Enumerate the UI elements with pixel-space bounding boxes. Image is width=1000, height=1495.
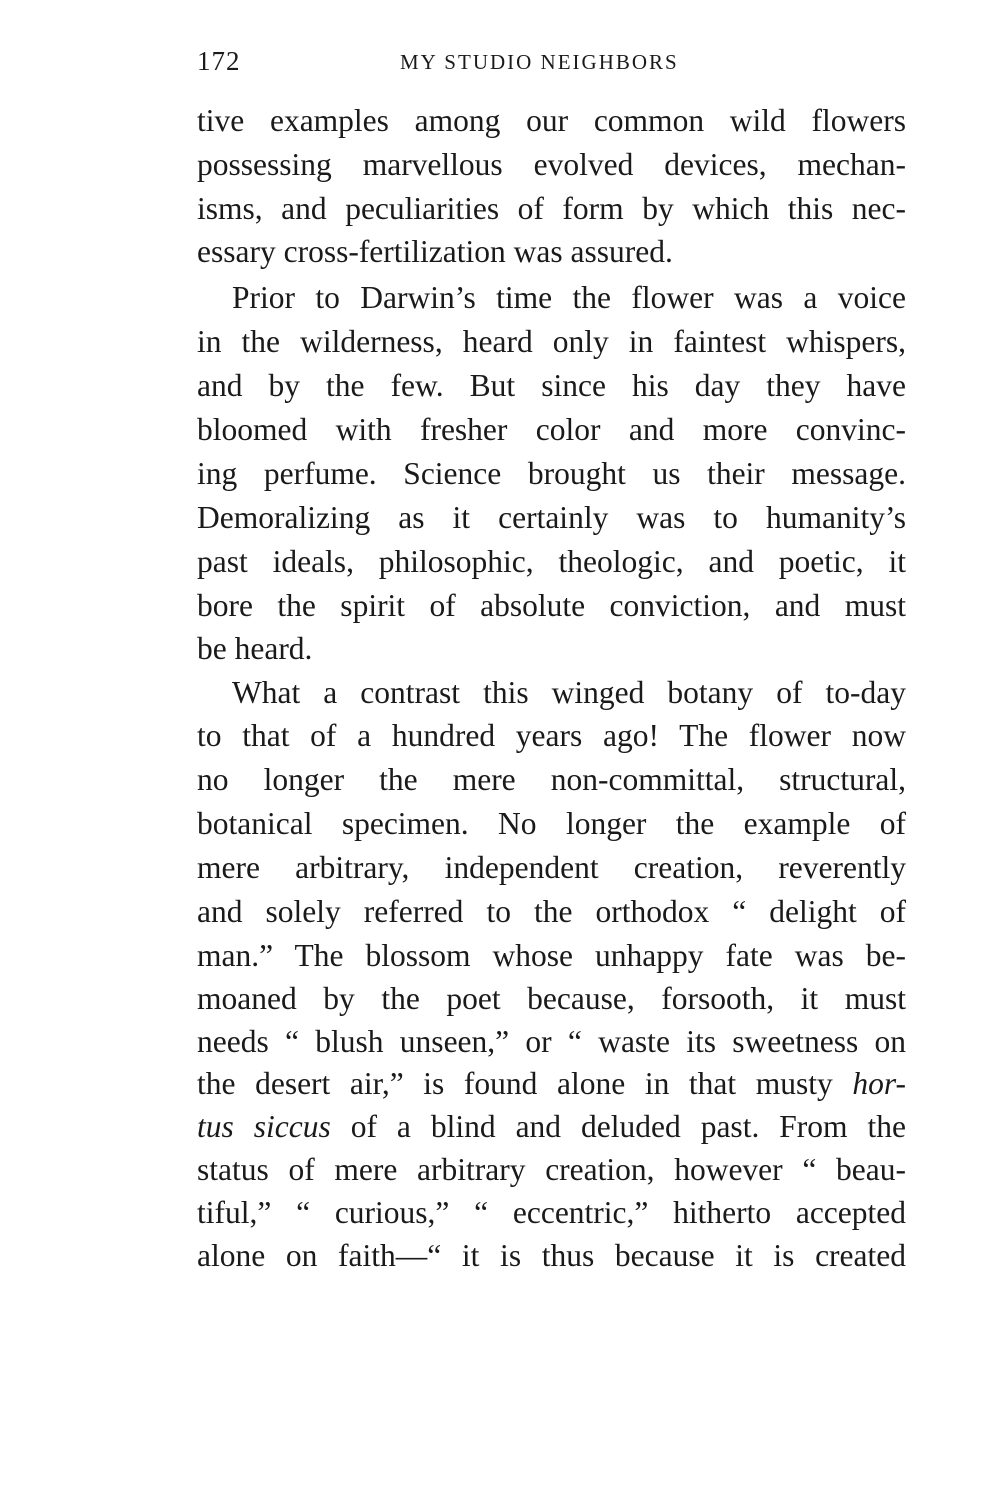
- text-line: [197, 1062, 906, 1106]
- italic-text: tus siccus: [197, 1109, 331, 1144]
- text-line: bloomed with fresher color and more convinc-: [197, 412, 906, 447]
- text-line: isms, and peculiarities of form by which this nec-: [197, 191, 906, 226]
- text-line: What a contrast this winged botany of to-day: [232, 675, 906, 710]
- text-line: bore the spirit of absolute conviction, and must: [197, 588, 906, 623]
- text-line: Demoralizing as it certainly was to humanity’s: [197, 500, 906, 535]
- running-title: MY STUDIO NEIGHBORS: [400, 50, 679, 74]
- text-line: essary cross-fertilization was assured.: [197, 234, 673, 269]
- text-line: needs “ blush unseen,” or “ waste its sweetness on: [197, 1024, 906, 1059]
- text-line: moaned by the poet because, forsooth, it must: [197, 981, 906, 1016]
- text-line: to that of a hundred years ago! The flower now: [197, 718, 906, 753]
- text-segment: the desert air,” is found alone in that musty: [197, 1066, 833, 1101]
- text-line: man.” The blossom whose unhappy fate was be-: [197, 938, 906, 973]
- text-line: tive examples among our common wild flowers: [197, 103, 906, 138]
- text-segment: of a blind and deluded past. From the: [350, 1109, 906, 1144]
- italic-text: hor-: [852, 1066, 907, 1101]
- page-number: 172: [197, 46, 241, 76]
- text-line: be heard.: [197, 631, 313, 666]
- text-line: and by the few. But since his day they have: [197, 368, 906, 403]
- text-line: ing perfume. Science brought us their message.: [197, 456, 906, 491]
- text-line: botanical specimen. No longer the example of: [197, 806, 906, 841]
- text-line: and solely referred to the orthodox “ delight of: [197, 894, 906, 929]
- text-line: [197, 1105, 906, 1149]
- text-line: no longer the mere non-committal, structural,: [197, 762, 906, 797]
- text-line: Prior to Darwin’s time the flower was a voice: [232, 280, 906, 315]
- text-line: status of mere arbitrary creation, however “ beau-: [197, 1152, 906, 1187]
- text-line: in the wilderness, heard only in faintest whispers,: [197, 324, 906, 359]
- text-line: possessing marvellous evolved devices, mechan-: [197, 147, 906, 182]
- text-line: past ideals, philosophic, theologic, and poetic, it: [197, 544, 906, 579]
- text-line: alone on faith—“ it is thus because it is created: [197, 1238, 906, 1273]
- text-line: tiful,” “ curious,” “ eccentric,” hitherto accepted: [197, 1195, 906, 1230]
- text-line: mere arbitrary, independent creation, reverently: [197, 850, 906, 885]
